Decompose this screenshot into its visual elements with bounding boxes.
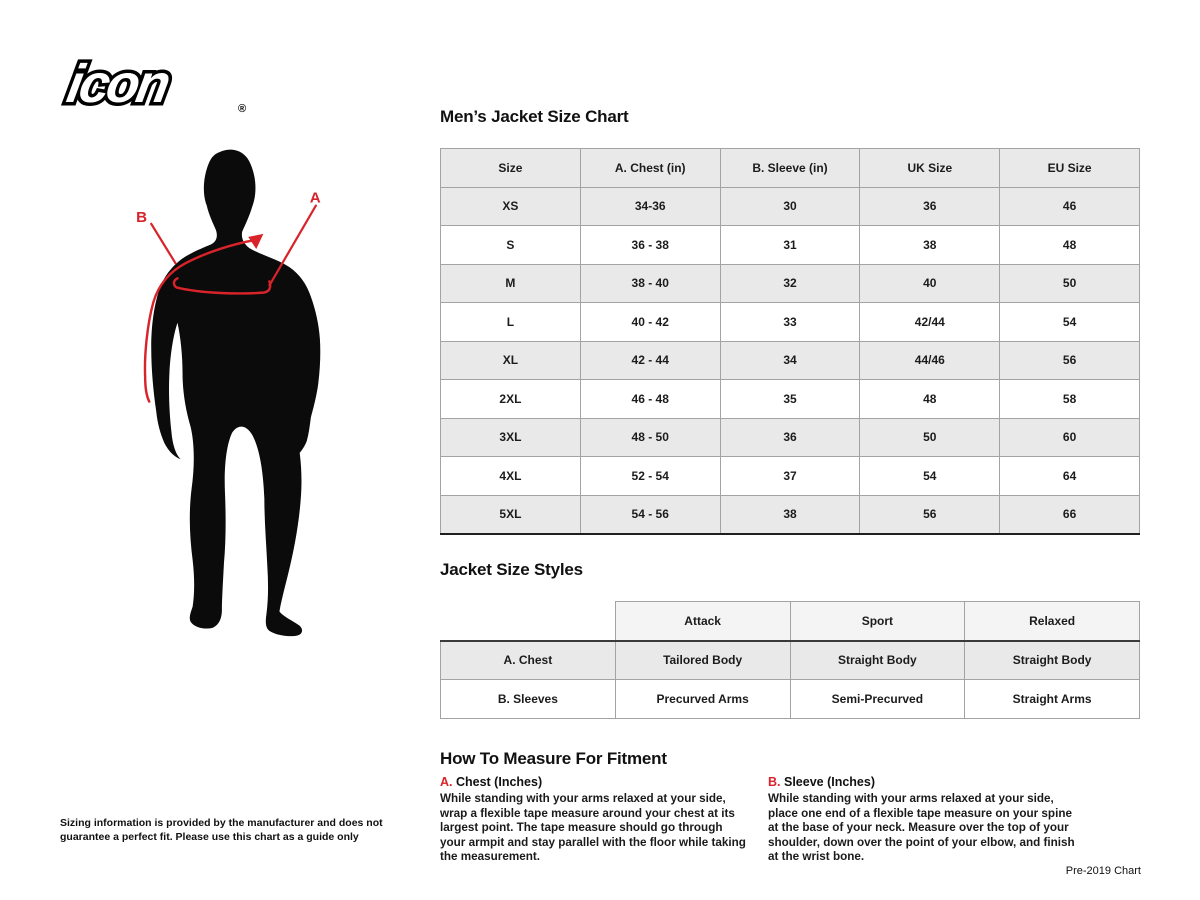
table-cell: Straight Body	[965, 641, 1140, 680]
table-cell: Tailored Body	[615, 641, 790, 680]
table-cell: 4XL	[441, 457, 581, 496]
table-row	[441, 641, 1140, 680]
table-cell: 64	[1000, 457, 1140, 496]
column-header: Size	[441, 149, 581, 188]
table-cell: 54	[1000, 303, 1140, 342]
table-cell: 30	[720, 187, 860, 226]
table-cell: 56	[860, 495, 1000, 534]
icon-logo	[52, 50, 252, 123]
table-cell: 60	[1000, 418, 1140, 457]
table-cell: XS	[441, 187, 581, 226]
table-row	[441, 457, 1140, 496]
table-cell: 31	[720, 226, 860, 265]
chart-version-tag: Pre-2019 Chart	[1065, 865, 1141, 877]
measure-chest-heading	[440, 775, 748, 789]
table-cell: 32	[720, 264, 860, 303]
table-row	[441, 341, 1140, 380]
column-header: A. Chest (in)	[580, 149, 720, 188]
table-cell: 36	[720, 418, 860, 457]
table-cell: 50	[1000, 264, 1140, 303]
measure-chest-title: Chest (Inches)	[455, 775, 543, 789]
table-cell: B. Sleeves	[441, 680, 616, 719]
b-pointer-line	[151, 224, 175, 263]
styles-table	[440, 601, 1140, 719]
table-cell: 46	[1000, 187, 1140, 226]
page-title: Men’s Jacket Size Chart	[440, 107, 629, 126]
table-cell: 5XL	[441, 495, 581, 534]
registered-mark: ®	[238, 103, 247, 115]
table-cell: L	[441, 303, 581, 342]
table-row	[441, 226, 1140, 265]
table-cell: 40 - 42	[580, 303, 720, 342]
measure-chest-prefix: A.	[440, 775, 453, 789]
table-row	[441, 264, 1140, 303]
table-row	[441, 418, 1140, 457]
table-cell: 48	[1000, 226, 1140, 265]
table-cell: 42 - 44	[580, 341, 720, 380]
styles-section-title: Jacket Size Styles	[440, 560, 583, 579]
icon-logo-graphic	[52, 50, 252, 118]
measure-sleeve-block	[768, 775, 1084, 865]
table-cell: 2XL	[441, 380, 581, 419]
body-silhouette	[151, 150, 320, 637]
table-row	[441, 495, 1140, 534]
table-cell: Semi-Precurved	[790, 680, 965, 719]
icon-logo-text: icon	[62, 53, 173, 114]
table-cell: 44/46	[860, 341, 1000, 380]
table-cell: XL	[441, 341, 581, 380]
measure-sleeve-prefix: B.	[768, 775, 781, 789]
column-header: UK Size	[860, 149, 1000, 188]
table-cell: 46 - 48	[580, 380, 720, 419]
table-cell: 34-36	[580, 187, 720, 226]
table-cell: 42/44	[860, 303, 1000, 342]
column-header: Relaxed	[965, 602, 1140, 641]
table-row	[441, 680, 1140, 719]
column-header: B. Sleeve (in)	[720, 149, 860, 188]
column-header	[441, 602, 616, 641]
measure-sleeve-text: While standing with your arms relaxed at your side, place one end of a flexible tape measure on your spine at the base of your neck. Measure over the top of your shoulder, down over the point of your elbow, and finish at the wrist bone.	[768, 792, 1075, 864]
table-cell: S	[441, 226, 581, 265]
measure-chest-text: While standing with your arms relaxed at your side, wrap a flexible tape measure around your chest at its largest point. The tape measure should go through your armpit and stay parallel with the floor while taking the measurement.	[440, 792, 746, 864]
column-header: Sport	[790, 602, 965, 641]
table-cell: 52 - 54	[580, 457, 720, 496]
measure-sleeve-heading	[768, 775, 1084, 789]
label-b: B	[136, 208, 148, 226]
table-cell: 48 - 50	[580, 418, 720, 457]
column-header: Attack	[615, 602, 790, 641]
label-a: A	[309, 189, 321, 207]
table-cell: A. Chest	[441, 641, 616, 680]
table-row	[441, 380, 1140, 419]
measure-section-title: How To Measure For Fitment	[440, 749, 667, 768]
table-row	[441, 187, 1140, 226]
measure-chest-block	[440, 775, 748, 865]
table-cell: Precurved Arms	[615, 680, 790, 719]
size-table	[440, 148, 1140, 535]
table-cell: 38	[860, 226, 1000, 265]
sizing-disclaimer: Sizing information is provided by the manufacturer and does not guarantee a perfect fit. Please use this chart as a guide only	[60, 817, 383, 843]
table-cell: Straight Body	[790, 641, 965, 680]
table-cell: 50	[860, 418, 1000, 457]
table-cell: 3XL	[441, 418, 581, 457]
table-cell: 38 - 40	[580, 264, 720, 303]
table-cell: 36 - 38	[580, 226, 720, 265]
measure-sleeve-title: Sleeve (Inches)	[783, 775, 875, 789]
table-cell: 58	[1000, 380, 1140, 419]
table-cell: 34	[720, 341, 860, 380]
table-cell: 56	[1000, 341, 1140, 380]
table-cell: 66	[1000, 495, 1140, 534]
table-row	[441, 303, 1140, 342]
body-silhouette-figure	[128, 145, 330, 645]
table-cell: M	[441, 264, 581, 303]
table-cell: 38	[720, 495, 860, 534]
table-cell: 48	[860, 380, 1000, 419]
icon-logo-wordmark	[63, 53, 173, 114]
table-cell: 37	[720, 457, 860, 496]
table-cell: 36	[860, 187, 1000, 226]
table-cell: 33	[720, 303, 860, 342]
table-cell: 54 - 56	[580, 495, 720, 534]
column-header: EU Size	[1000, 149, 1140, 188]
table-cell: 54	[860, 457, 1000, 496]
table-cell: 35	[720, 380, 860, 419]
table-cell: 40	[860, 264, 1000, 303]
table-cell: Straight Arms	[965, 680, 1140, 719]
